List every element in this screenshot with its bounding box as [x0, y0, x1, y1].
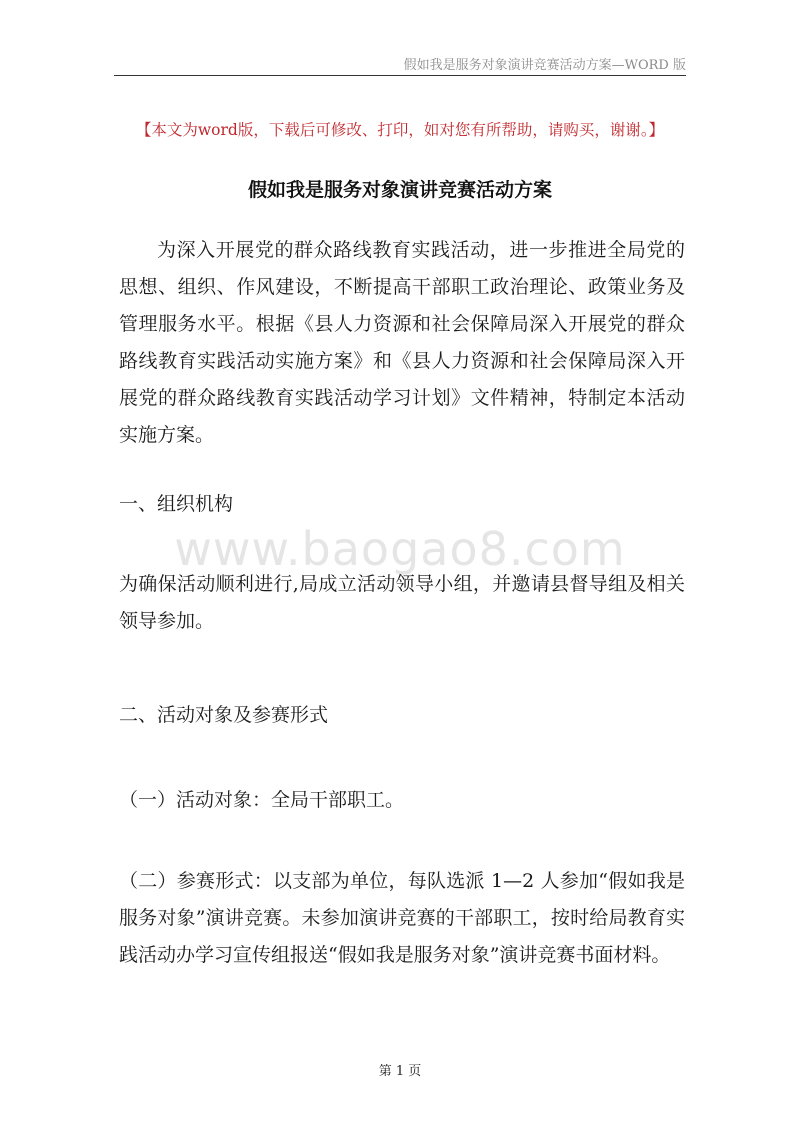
- running-header: 假如我是服务对象演讲竞赛活动方案—WORD 版: [403, 58, 686, 73]
- section-heading-participants: 二、活动对象及参赛形式: [119, 704, 329, 726]
- section-heading-organization: 一、组织机构: [119, 493, 234, 515]
- intro-paragraph: 为深入开展党的群众路线教育实践活动，进一步推进全局党的思想、组织、作风建设，不断提高干部职工政治理论、政策业务及管理服务水平。根据《县人力资源和社会保障局深入开展党的群众路线教育实践活动实施方案》和《县人力资源和社会保障局深入开展党的群众路线教育实践活动学习计划》文件精神，特制定本活动实施方案。: [119, 239, 685, 446]
- header-divider: [114, 75, 686, 76]
- document-title: 假如我是服务对象演讲竞赛活动方案: [247, 179, 552, 201]
- download-notice: 【本文为word版，下载后可修改、打印，如对您有所帮助，请购买，谢谢。】: [135, 121, 665, 139]
- page-number: 第 1 页: [378, 1064, 422, 1079]
- section-body-organization: 为确保活动顺利进行,局成立活动领导小组，并邀请县督导组及相关领导参加。: [119, 573, 685, 632]
- section-item-format: （二）参赛形式：以支部为单位，每队选派 1—2 人参加“假如我是服务对象”演讲竞赛。未参加演讲竞赛的干部职工，按时给局教育实践活动办学习宣传组报送“假如我是服务对象”演讲竞赛书面材料。: [119, 870, 685, 966]
- section-item-participants: （一）活动对象：全局干部职工。: [119, 789, 405, 811]
- watermark: www.baogao8.com: [174, 522, 626, 576]
